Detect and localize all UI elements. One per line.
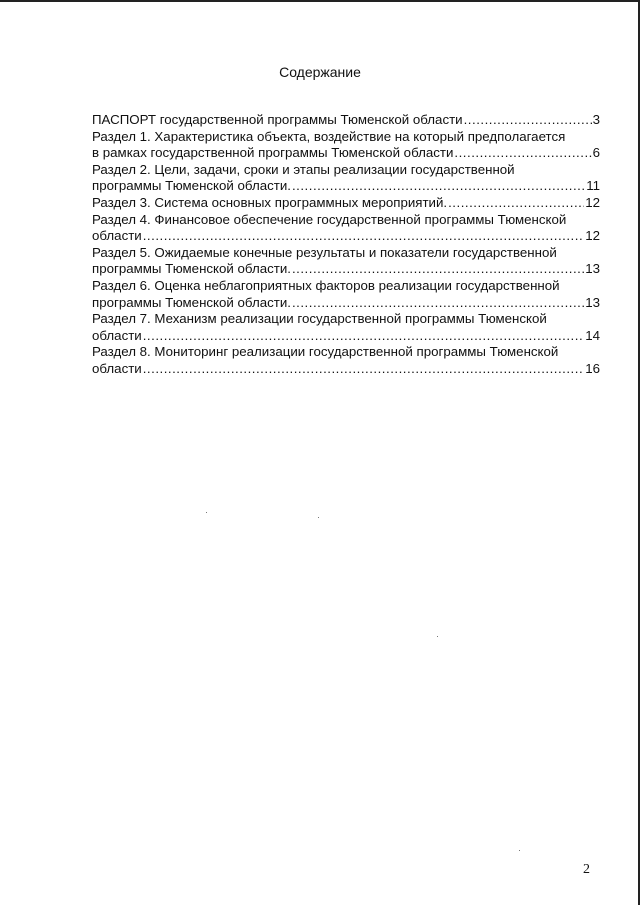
scan-speck xyxy=(206,512,207,513)
toc-entry-text: программы Тюменской области. xyxy=(92,178,291,194)
toc-dot-leader xyxy=(454,145,591,162)
toc-dot-leader xyxy=(292,295,584,312)
toc-dot-leader xyxy=(448,195,584,212)
scan-top-border xyxy=(0,0,640,2)
table-of-contents xyxy=(92,112,600,378)
toc-entry-line xyxy=(92,361,600,378)
toc-entry-text: Раздел 6. Оценка неблагоприятных факторов реализации государственной xyxy=(92,277,560,293)
toc-entry-line xyxy=(92,178,600,195)
toc-entry-line xyxy=(92,295,600,312)
scan-speck xyxy=(519,850,520,851)
toc-page-number: 12 xyxy=(585,194,600,210)
toc-entry xyxy=(92,212,600,245)
toc-page-number: 11 xyxy=(586,178,600,194)
toc-entry xyxy=(92,344,600,377)
scan-speck xyxy=(437,636,438,637)
toc-page-number: 13 xyxy=(585,294,600,310)
toc-dot-leader xyxy=(292,261,584,278)
toc-entry xyxy=(92,112,600,129)
toc-dot-leader xyxy=(143,228,584,245)
toc-dot-leader xyxy=(143,361,584,378)
page-title: Содержание xyxy=(279,64,361,80)
toc-entry xyxy=(92,129,600,162)
toc-entry-text: Раздел 5. Ожидаемые конечные результаты и показатели государственной xyxy=(92,244,557,260)
toc-entry-text: Раздел 2. Цели, задачи, сроки и этапы реализации государственной xyxy=(92,161,515,177)
toc-entry-text: Раздел 8. Мониторинг реализации государственной программы Тюменской xyxy=(92,344,559,360)
toc-entry-line xyxy=(92,261,600,278)
toc-entry-line xyxy=(92,328,600,345)
toc-entry xyxy=(92,195,600,212)
toc-entry-text: Раздел 1. Характеристика объекта, воздействие на который предполагается xyxy=(92,128,566,144)
toc-entry-text: Раздел 4. Финансовое обеспечение государственной программы Тюменской xyxy=(92,211,567,227)
page-number: 2 xyxy=(583,862,590,877)
toc-entry-text: Раздел 7. Механизм реализации государственной программы Тюменской xyxy=(92,311,547,327)
toc-entry-line xyxy=(92,145,600,162)
toc-dot-leader xyxy=(464,112,592,129)
toc-entry-text: программы Тюменской области. xyxy=(92,261,291,277)
toc-entry-line xyxy=(92,228,600,245)
toc-entry-line xyxy=(92,195,600,212)
toc-entry-text: области xyxy=(92,360,142,376)
toc-entry xyxy=(92,245,600,278)
toc-entry-text: ПАСПОРТ государственной программы Тюменской области xyxy=(92,112,463,127)
toc-entry-text: Раздел 3. Система основных программных мероприятий. xyxy=(92,194,448,210)
toc-page-number: 16 xyxy=(585,360,600,376)
toc-entry-text: программы Тюменской области. xyxy=(92,294,291,310)
toc-dot-leader xyxy=(292,178,585,195)
toc-entry xyxy=(92,162,600,195)
scan-speck xyxy=(318,517,319,518)
toc-entry xyxy=(92,278,600,311)
toc-page-number: 3 xyxy=(592,112,600,127)
toc-page-number: 13 xyxy=(585,261,600,277)
toc-dot-leader xyxy=(143,328,584,345)
toc-entry-text: области xyxy=(92,228,142,244)
toc-page-number: 6 xyxy=(592,145,600,161)
toc-entry-text: области xyxy=(92,327,142,343)
toc-entry-line xyxy=(92,112,600,129)
toc-entry-text: в рамках государственной программы Тюменской области xyxy=(92,145,454,161)
toc-page-number: 12 xyxy=(585,228,600,244)
toc-page-number: 14 xyxy=(585,327,600,343)
toc-entry xyxy=(92,311,600,344)
